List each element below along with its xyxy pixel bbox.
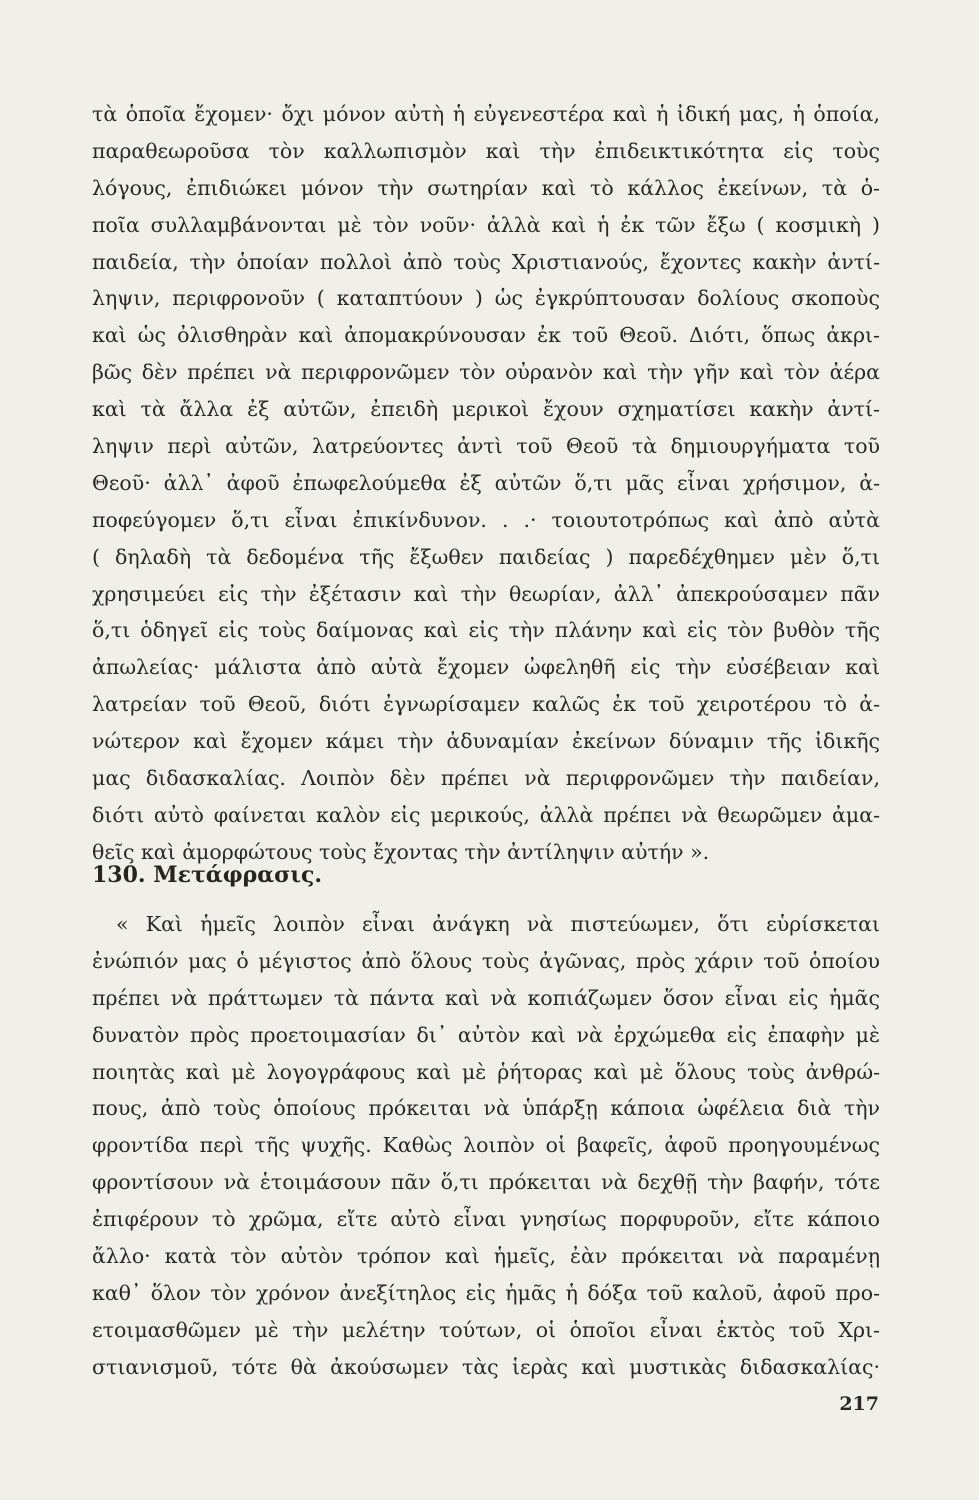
text-line: νώτερον καὶ ἔχομεν κάμει τὴν ἀδυναμίαν ἐκείνων δύναμιν τῆς ἰδικῆς bbox=[92, 729, 880, 754]
text-line: ποῖα συλλαμβάνονται μὲ τὸν νοῦν· ἀλλὰ καὶ ἡ ἐκ τῶν ἔξω ( κοσμικὴ ) bbox=[92, 212, 880, 237]
text-line: δυνατὸν πρὸς προετοιμασίαν δι᾽ αὐτὸν καὶ νὰ ἐρχώμεθα εἰς ἐπαφὴν μὲ bbox=[92, 1022, 880, 1047]
text-line: φροντίδα περὶ τῆς ψυχῆς. Καθὼς λοιπὸν οἱ βαφεῖς, ἀφοῦ προηγουμένως bbox=[92, 1133, 880, 1158]
text-line: ετοιμασθῶμεν μὲ τὴν μελέτην τούτων, οἱ ὁποῖοι εἶναι ἐκτὸς τοῦ Χρι- bbox=[92, 1317, 880, 1342]
text-line-first: « Καὶ ἡμεῖς λοιπὸν εἶναι ἀνάγκη νὰ πιστεύωμεν, ὅτι εὑρίσκεται bbox=[116, 912, 880, 936]
text-line: λατρείαν τοῦ Θεοῦ, διότι ἐγνωρίσαμεν καλῶς ἐκ τοῦ χειροτέρου τὸ ἀ- bbox=[92, 692, 880, 717]
text-line: καθ᾽ ὅλον τὸν χρόνον ἀνεξίτηλος εἰς ἡμᾶς ἡ δόξα τοῦ καλοῦ, ἀφοῦ προ- bbox=[92, 1280, 880, 1305]
text-line: διότι αὐτὸ φαίνεται καλὸν εἰς μερικούς, ἀλλὰ πρέπει νὰ θεωρῶμεν ἀμα- bbox=[92, 802, 880, 827]
text-line-last: θεῖς καὶ ἀμορφώτους τοὺς ἔχοντας τὴν ἀντίληψιν αὐτήν ». bbox=[92, 839, 710, 864]
text-line: φροντίσουν νὰ ἑτοιμάσουν πᾶν ὅ,τι πρόκειται νὰ δεχθῇ τὴν βαφήν, τότε bbox=[92, 1170, 880, 1195]
text-line: ἐπιφέρουν τὸ χρῶμα, εἴτε αὐτὸ εἶναι γνησίως πορφυροῦν, εἴτε κάποιο bbox=[92, 1207, 880, 1232]
page-number: 217 bbox=[839, 1393, 879, 1415]
text-line: καὶ ὡς ὀλισθηρὰν καὶ ἀπομακρύνουσαν ἐκ τοῦ Θεοῦ. Διότι, ὅπως ἀκρι- bbox=[92, 323, 880, 348]
section-heading: 130. Μετάφρασις. bbox=[92, 862, 323, 888]
text-line: Θεοῦ· ἀλλ᾽ ἀφοῦ ἐπωφελούμεθα ἐξ αὐτῶν ὅ,τι μᾶς εἶναι χρήσιμον, ἀ- bbox=[92, 470, 880, 495]
text-line: μας διδασκαλίας. Λοιπὸν δὲν πρέπει νὰ περιφρονῶμεν τὴν παιδείαν, bbox=[92, 766, 880, 791]
text-line: στιανισμοῦ, τότε θὰ ἀκούσωμεν τὰς ἱερὰς καὶ μυστικὰς διδασκαλίας· bbox=[92, 1354, 880, 1379]
text-line: ὅ,τι ὁδηγεῖ εἰς τοὺς δαίμονας καὶ εἰς τὴν πλάνην καὶ εἰς τὸν βυθὸν τῆς bbox=[92, 618, 880, 643]
text-line: ποιητὰς καὶ μὲ λογογράφους καὶ μὲ ῥήτορας καὶ μὲ ὅλους τοὺς ἀνθρώ- bbox=[92, 1059, 880, 1084]
text-line: βῶς δὲν πρέπει νὰ περιφρονῶμεν τὸν οὐρανὸν καὶ τὴν γῆν καὶ τὸν ἀέρα bbox=[92, 360, 880, 385]
text-line: παιδεία, τὴν ὁποίαν πολλοὶ ἀπὸ τοὺς Χριστιανούς, ἔχοντες κακὴν ἀντί- bbox=[92, 249, 880, 274]
text-line: ληψιν περὶ αὐτῶν, λατρεύοντες ἀντὶ τοῦ Θεοῦ τὰ δημιουργήματα τοῦ bbox=[92, 434, 880, 459]
paragraph-translation bbox=[92, 906, 880, 1386]
text-line: ληψιν, περιφρονοῦν ( καταπτύουν ) ὡς ἐγκρύπτουσαν δολίους σκοποὺς bbox=[92, 286, 880, 311]
text-line: ἄλλο· κατὰ τὸν αὐτὸν τρόπον καὶ ἡμεῖς, ἐὰν πρόκειται νὰ παραμένῃ bbox=[92, 1244, 880, 1269]
text-line: λόγους, ἐπιδιώκει μόνον τὴν σωτηρίαν καὶ τὸ κάλλος ἐκείνων, τὰ ὁ- bbox=[92, 175, 880, 200]
text-line: ἐνώπιόν μας ὁ μέγιστος ἀπὸ ὅλους τοὺς ἀγῶνας, πρὸς χάριν τοῦ ὁποίου bbox=[92, 948, 880, 973]
text-line: τὰ ὁποῖα ἔχομεν· ὄχι μόνον αὐτὴ ἡ εὐγενεστέρα καὶ ἡ ἰδική μας, ἡ ὁποία, bbox=[92, 102, 880, 126]
text-line: παραθεωροῦσα τὸν καλλωπισμὸν καὶ τὴν ἐπιδεικτικότητα εἰς τοὺς bbox=[92, 138, 880, 163]
text-line: καὶ τὰ ἄλλα ἐξ αὐτῶν, ἐπειδὴ μερικοὶ ἔχουν σχηματίσει κακὴν ἀντί- bbox=[92, 397, 880, 422]
text-line: πρέπει νὰ πράττωμεν τὰ πάντα καὶ νὰ κοπιάζωμεν ὅσον εἶναι εἰς ἡμᾶς bbox=[92, 985, 880, 1010]
text-line: ποφεύγομεν ὅ,τι εἶναι ἐπικίνδυνον. . .· τοιουτοτρόπως καὶ ἀπὸ αὐτὰ bbox=[92, 507, 880, 532]
text-line: ( δηλαδὴ τὰ δεδομένα τῆς ἔξωθεν παιδείας ) παρεδέχθημεν μὲν ὅ,τι bbox=[92, 544, 880, 569]
text-line: πους, ἀπὸ τοὺς ὁποίους πρόκειται νὰ ὑπάρξῃ κάποια ὠφέλεια διὰ τὴν bbox=[92, 1096, 880, 1121]
text-line: ἀπωλείας· μάλιστα ἀπὸ αὐτὰ ἔχομεν ὠφεληθῆ εἰς τὴν εὐσέβειαν καὶ bbox=[92, 655, 880, 680]
paragraph-continued-quote bbox=[92, 96, 880, 871]
text-line: χρησιμεύει εἰς τὴν ἐξέτασιν καὶ τὴν θεωρίαν, ἀλλ᾽ ἀπεκρούσαμεν πᾶν bbox=[92, 581, 880, 606]
